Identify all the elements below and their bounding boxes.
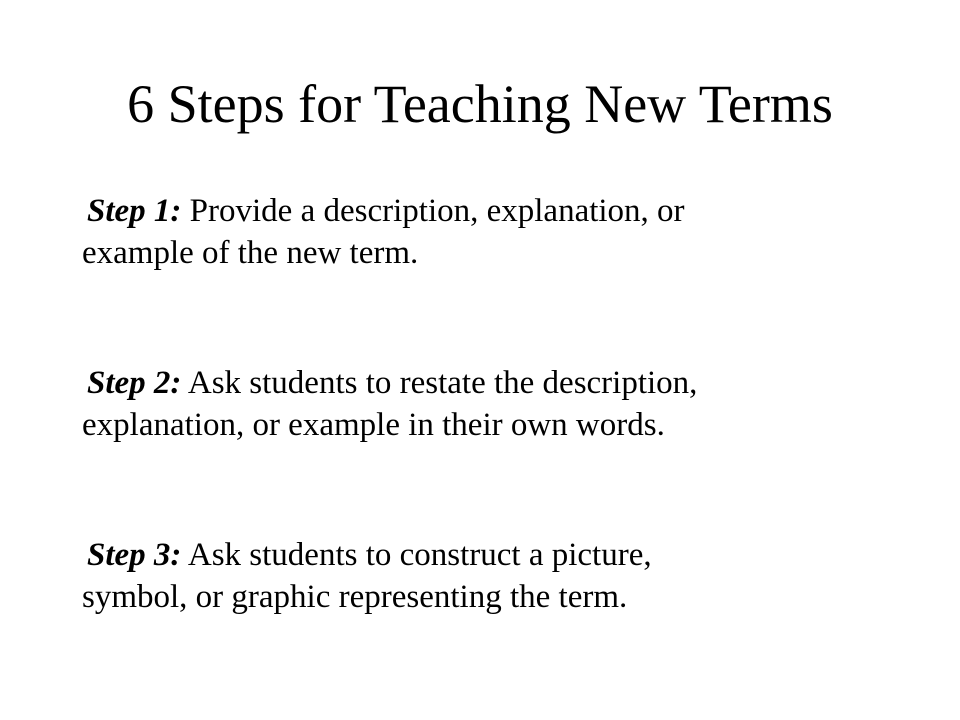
step-3-text-line-2: symbol, or graphic representing the term. [82, 579, 628, 615]
step-3-text-line-1: Ask students to construct a picture, [187, 537, 652, 573]
step-3-label: Step 3: [87, 537, 182, 573]
step-1-text-line-1: Provide a description, explanation, or [189, 193, 685, 229]
step-2-label: Step 2: [87, 365, 182, 401]
step-3 [82, 534, 902, 618]
step-2 [82, 362, 902, 446]
step-1-label: Step 1: [87, 193, 182, 229]
step-2-first-line [82, 362, 902, 404]
step-1 [82, 190, 902, 274]
slide-title: 6 Steps for Teaching New Terms [127, 74, 833, 134]
step-2-text-line-2: explanation, or example in their own words. [82, 407, 665, 443]
step-1-text-line-2: example of the new term. [82, 235, 419, 271]
step-3-first-line [82, 534, 902, 576]
step-2-text-line-1: Ask students to restate the description, [187, 365, 698, 401]
step-1-first-line [82, 190, 902, 232]
